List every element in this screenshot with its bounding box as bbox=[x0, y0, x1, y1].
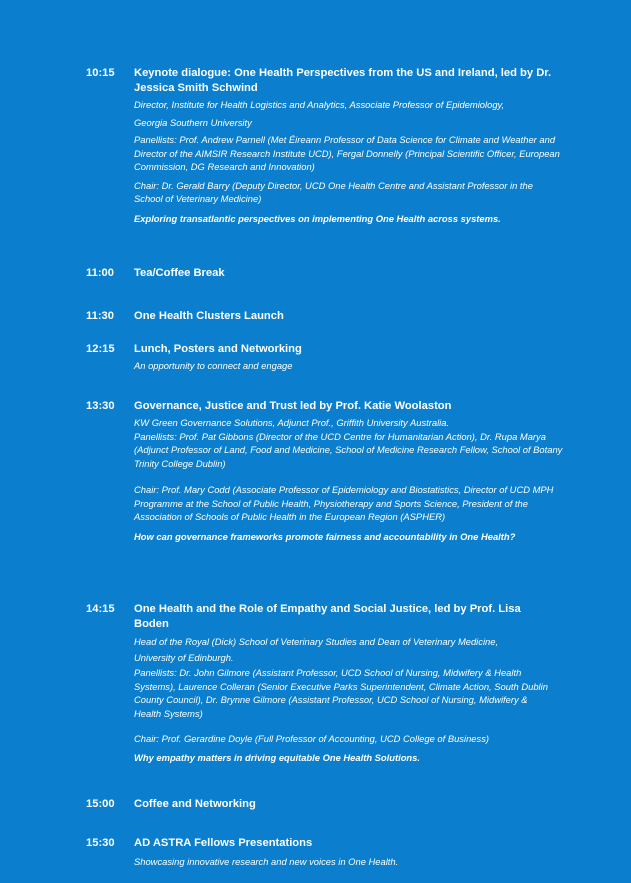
session-time: 14:15 bbox=[86, 603, 115, 615]
session-time: 12:15 bbox=[86, 343, 115, 355]
session-title: Governance, Justice and Trust led by Prof. Katie Woolaston bbox=[134, 400, 452, 412]
session-title: Keynote dialogue: One Health Perspectives from the US and Ireland, led by Dr. Jessica Smith Schwind bbox=[134, 67, 552, 94]
speaker-role: KW Green Governance Solutions, Adjunct Prof., Griffith University Australia. bbox=[134, 417, 450, 428]
session-title: Lunch, Posters and Networking bbox=[134, 343, 302, 355]
session-time: 11:00 bbox=[86, 267, 114, 279]
chair: Chair: Prof. Gerardine Doyle (Full Professor of Accounting, UCD College of Business) bbox=[134, 733, 490, 744]
session-theme: How can governance frameworks promote fairness and accountability in One Health? bbox=[134, 530, 516, 542]
chair: Chair: Dr. Gerald Barry (Deputy Director, UCD One Health Centre and Assistant Professor in the School of Veterinary Medicine) bbox=[134, 179, 533, 204]
session-time: 11:30 bbox=[86, 310, 114, 322]
session-title: Tea/Coffee Break bbox=[134, 267, 225, 279]
session-title: Coffee and Networking bbox=[134, 798, 256, 810]
session-subtitle: Showcasing innovative research and new voices in One Health. bbox=[134, 856, 399, 867]
session-time: 15:00 bbox=[86, 798, 115, 810]
session-subtitle: An opportunity to connect and engage bbox=[134, 360, 293, 371]
panellists: Panellists: Dr. John Gilmore (Assistant Professor, UCD School of Nursing, Midwifery & Health Systems), Laurence Colleran (Senior Executive Parks Superintendent, Climate Action, South Dublin County Council), Dr. Brynne Gilmore (Assistant Professor, UCD School of Nursing, Midwifery & Health Systems) bbox=[134, 667, 548, 719]
session-title: One Health and the Role of Empathy and Social Justice, led by Prof. Lisa Boden bbox=[134, 603, 521, 630]
panellists: Panellists: Prof. Andrew Parnell (Met Éireann Professor of Data Science for Climate and Weather and Director of the AIMSIR Research Institute UCD), Fergal Donnelly (Principal Scientific Officer, European Commission, DG Research and Innovation) bbox=[134, 134, 560, 172]
session-time: 15:30 bbox=[86, 837, 115, 849]
session-title: AD ASTRA Fellows Presentations bbox=[134, 837, 313, 849]
speaker-role: Head of the Royal (Dick) School of Veterinary Studies and Dean of Veterinary Medicine, University of Edinburgh. bbox=[134, 636, 499, 663]
speaker-org: Georgia Southern University bbox=[134, 116, 252, 128]
chair: Chair: Prof. Mary Codd (Associate Professor of Epidemiology and Biostatistics, Director of UCD MPH Programme at the School of Public Health, Physiotherapy and Sports Science, President of the Association of Schools of Public Health in the European Region (ASPHER) bbox=[134, 484, 554, 522]
session-title: One Health Clusters Launch bbox=[134, 310, 284, 322]
session-time: 10:15 bbox=[86, 67, 115, 79]
session-time: 13:30 bbox=[86, 400, 115, 412]
session-theme: Exploring transatlantic perspectives on implementing One Health across systems. bbox=[134, 212, 501, 224]
panellists: Panellists: Prof. Pat Gibbons (Director of the UCD Centre for Humanitarian Action), Dr. Rupa Marya (Adjunct Professor of Land, Food and Medicine, School of Medicine Research Fellow, School of Botany Trinity College Dublin) bbox=[134, 430, 563, 469]
session-theme: Why empathy matters in driving equitable One Health Solutions. bbox=[134, 751, 420, 763]
speaker-role: Director, Institute for Health Logistics and Analytics, Associate Professor of Epidemiology, bbox=[134, 99, 505, 110]
